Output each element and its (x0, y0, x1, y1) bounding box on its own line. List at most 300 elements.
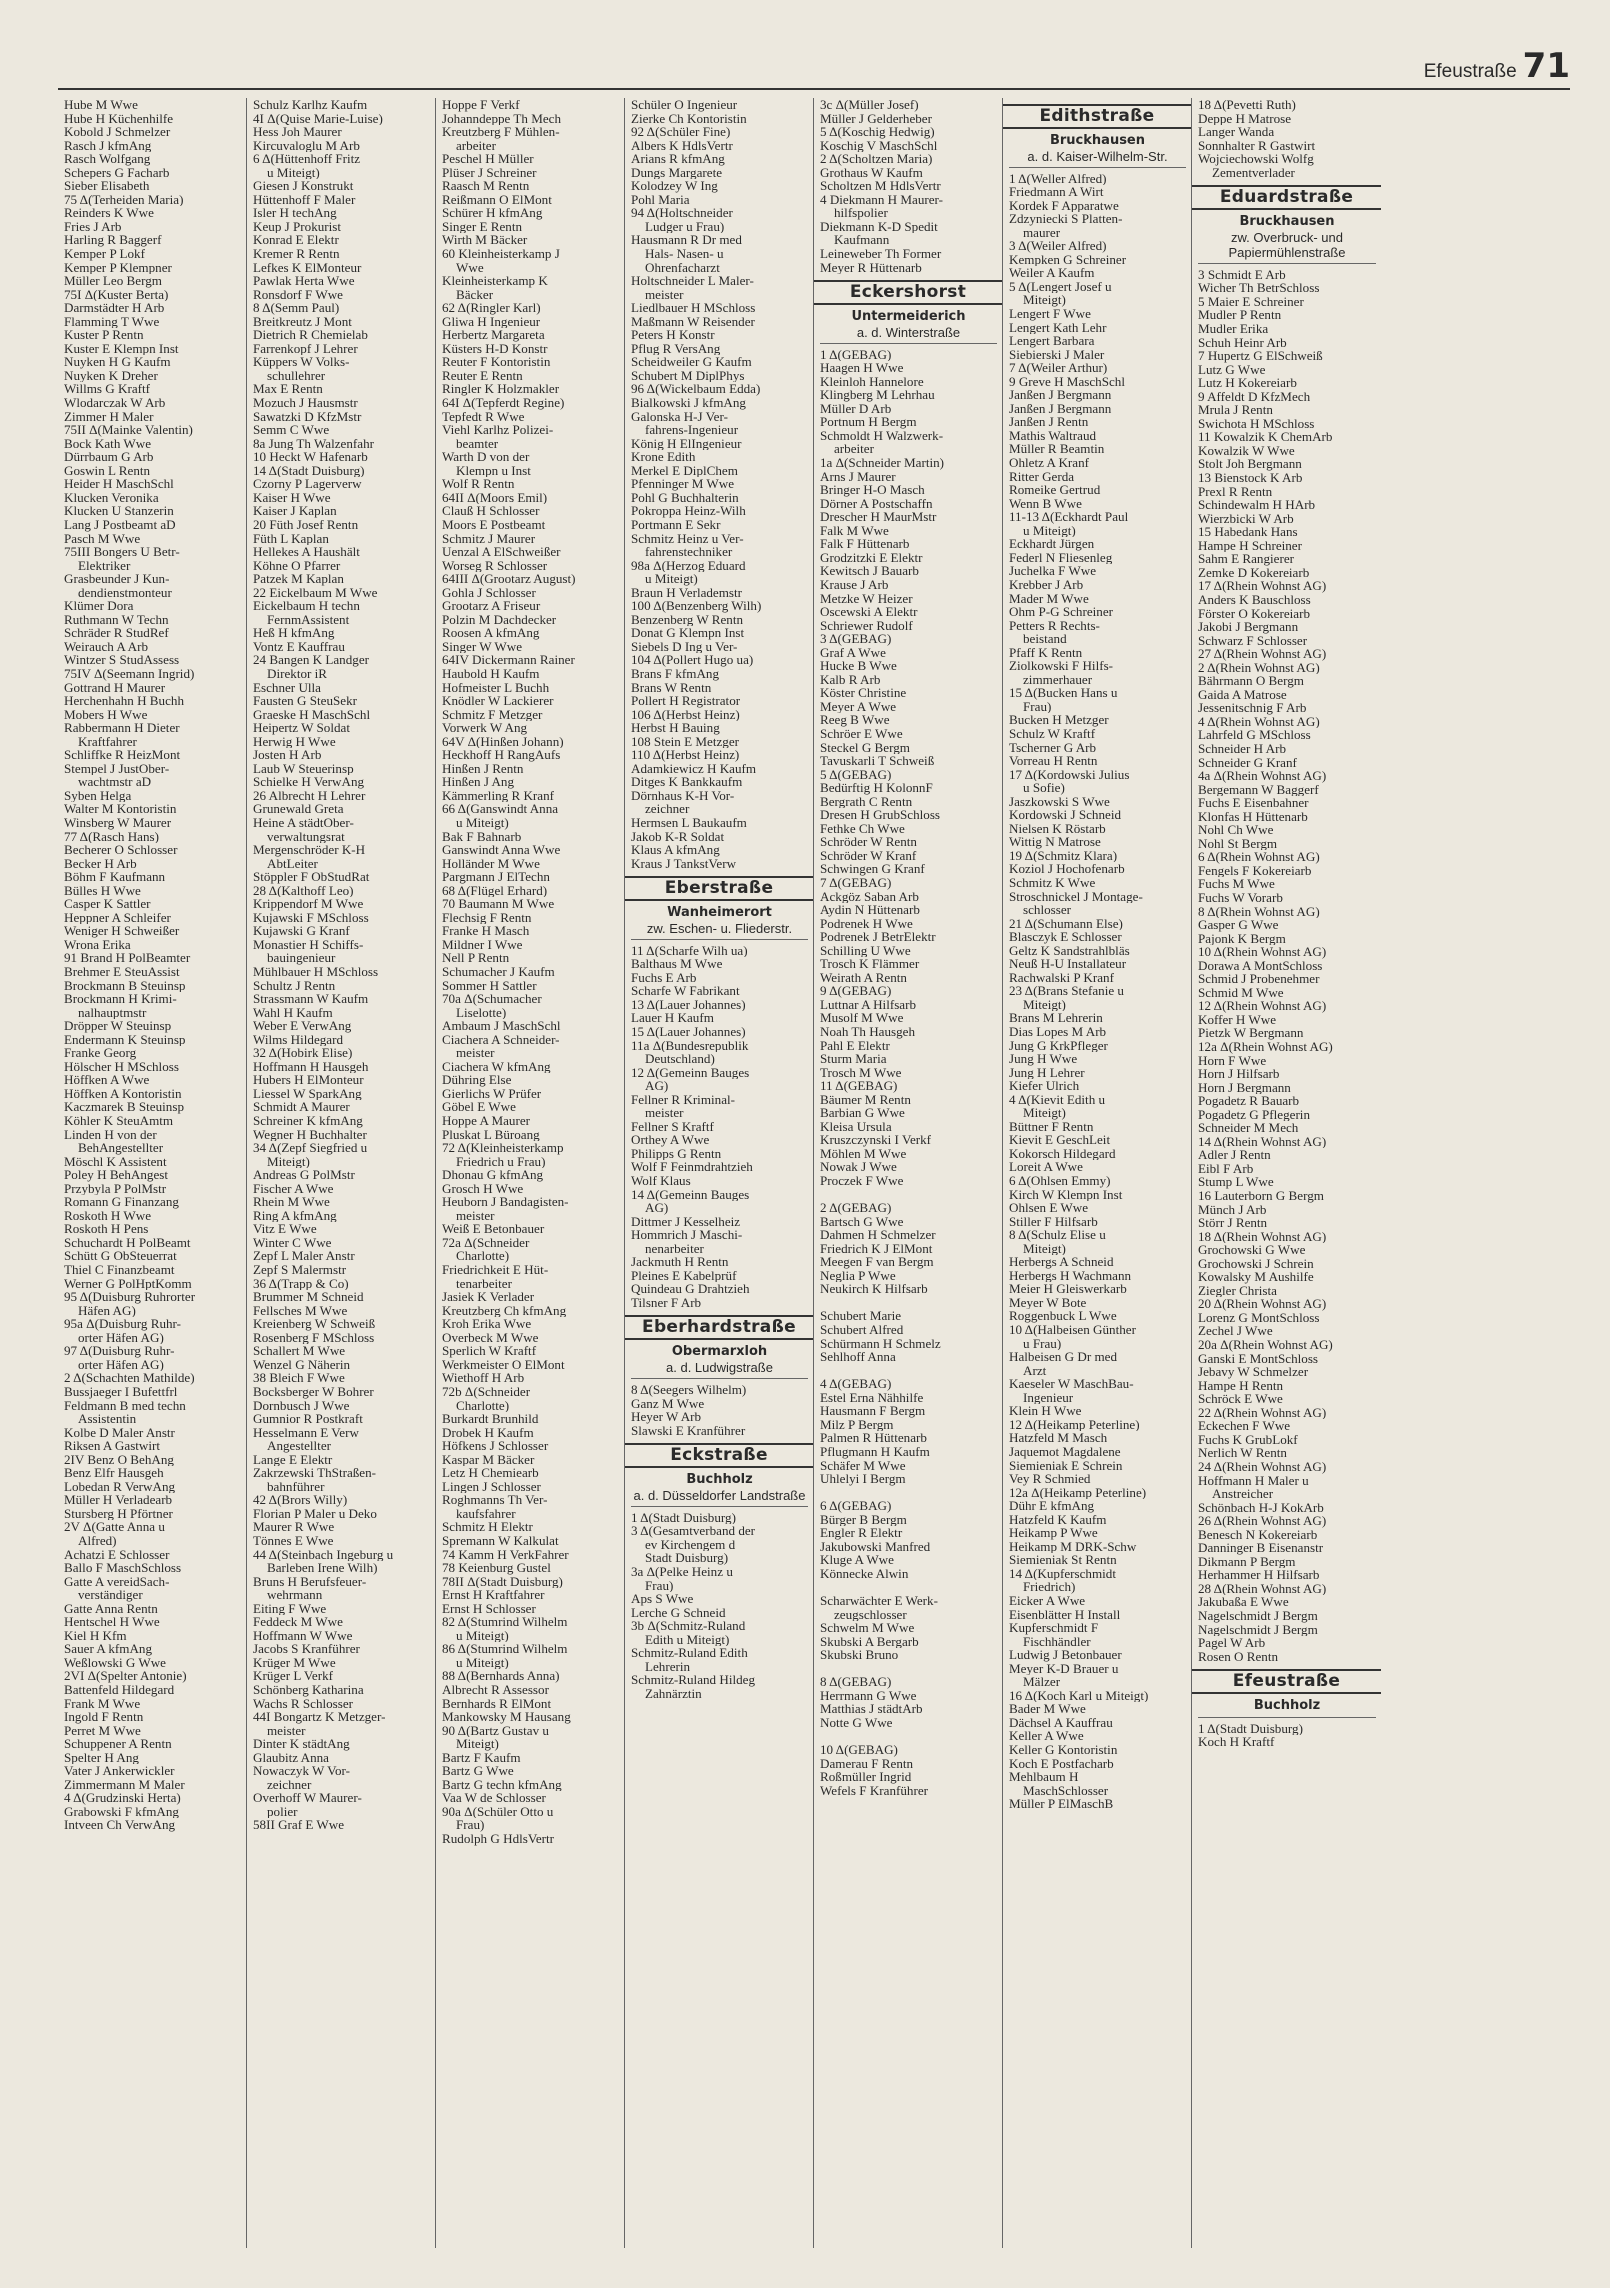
directory-entry: 64III Δ(Grootarz August) (442, 572, 576, 586)
district-name: Buchholz (1253, 1697, 1321, 1713)
directory-entry: Reißmann O ElMont (442, 192, 552, 207)
directory-entry: 64IV Dickermann Rainer (442, 653, 575, 667)
directory-entry: Janßen J Bergmann (1009, 388, 1112, 402)
directory-entry: orter Häfen AG) (78, 1330, 164, 1345)
directory-entry: Klümer Dora (64, 599, 134, 613)
directory-entry: Wenn B Wwe (1009, 496, 1082, 511)
directory-entry: Stroschnickel J Montage- (1009, 889, 1143, 904)
directory-entry: Deutschland) (645, 1052, 715, 1066)
directory-entry: Metzke W Heizer (820, 591, 913, 606)
directory-entry: Bucken H Metzger (1009, 713, 1109, 727)
directory-entry: Siebierski J Maler (1009, 347, 1105, 362)
directory-entry: König H ElIngenieur (631, 436, 742, 451)
directory-entry: Pluskat L Büroang (442, 1127, 540, 1142)
directory-entry: Bährmann O Bergm (1198, 674, 1304, 688)
directory-entry: Schwelm M Wwe (820, 1621, 915, 1635)
directory-entry: Hellekes A Haushält (253, 545, 360, 559)
directory-entry: Lengert Kath Lehr (1009, 320, 1107, 335)
directory-entry: Falk F Hüttenarb (820, 537, 910, 551)
directory-entry: 13 Bienstock K Arb (1198, 471, 1303, 485)
directory-entry: Schröck E Wwe (1198, 1392, 1283, 1406)
directory-entry: Benesch N Kokereiarb (1198, 1527, 1318, 1542)
directory-entry: Meyer A Wwe (820, 699, 897, 714)
directory-entry: Schönberg Katharina (253, 1682, 364, 1697)
directory-entry: Bader M Wwe (1009, 1702, 1086, 1716)
directory-entry: Fries J Arb (64, 219, 122, 234)
directory-entry: Meyer K-D Brauer u (1009, 1661, 1119, 1676)
directory-entry: Hentschel H Wwe (64, 1615, 160, 1629)
directory-entry: Frau) (456, 1818, 485, 1832)
directory-entry: Neukirch K Hilfsarb (820, 1282, 928, 1296)
directory-entry: Klaus A kfmAng (631, 843, 720, 857)
directory-entry: Köhler K SteuAmtm (64, 1114, 174, 1128)
directory-entry: 108 Stein E Metzger (631, 734, 739, 749)
directory-entry: 12a Δ(Heikamp Peterline) (1009, 1485, 1147, 1500)
directory-entry: Roskoth H Pens (64, 1222, 149, 1236)
directory-entry: Lengert F Wwe (1009, 307, 1091, 321)
directory-entry: Petters R Rechts- (1009, 618, 1100, 633)
directory-entry: Skubski A Bergarb (820, 1634, 919, 1649)
directory-entry: Füth L Kaplan (253, 531, 329, 546)
directory-entry: nenarbeiter (645, 1241, 704, 1256)
directory-entry: Hube H Küchenhilfe (64, 111, 174, 126)
directory-entry: Casper K Sattler (64, 897, 151, 911)
directory-entry: 1 Δ(Weller Alfred) (1009, 171, 1107, 186)
directory-entry: 104 Δ(Pollert Hugo ua) (631, 653, 754, 667)
directory-entry: Keller A Wwe (1009, 1729, 1084, 1743)
directory-entry: Loreit A Wwe (1009, 1160, 1083, 1175)
directory-entry: Wilms Hildegard (253, 1032, 344, 1047)
directory-entry: Trosch K Flämmer (820, 957, 920, 971)
directory-entry: 72b Δ(Schneider (442, 1384, 531, 1399)
directory-entry: Rhein M Wwe (253, 1195, 330, 1209)
directory-entry: Böhm F Kaufmann (64, 870, 166, 884)
directory-entry: Matthias J städtArb (820, 1702, 923, 1716)
directory-entry: Fengels F Kokereiarb (1198, 863, 1312, 878)
directory-entry: Wierzbicki W Arb (1198, 511, 1294, 526)
directory-entry: Kowalsky M Aushilfe (1198, 1270, 1314, 1284)
directory-entry: Miteigt) (1023, 293, 1066, 308)
directory-entry: Höfkens J Schlosser (442, 1439, 549, 1453)
directory-entry: Ernst H Kraftfahrer (442, 1588, 545, 1602)
directory-entry: Köhne O Pfarrer (253, 558, 341, 573)
directory-entry: Kuster P Rentn (64, 328, 144, 342)
directory-column (436, 98, 625, 2248)
directory-entry: Weiß E Betonbauer (442, 1222, 545, 1236)
directory-entry: Miteigt) (456, 1737, 499, 1751)
directory-entry: Schmid M Wwe (1198, 985, 1284, 1000)
directory-entry: Rosenberg F MSchloss (253, 1330, 375, 1345)
directory-entry: Schmidt A Maurer (253, 1100, 350, 1115)
directory-entry: 66 Δ(Ganswindt Anna (442, 802, 559, 816)
directory-entry: Kreutzberg Ch kfmAng (442, 1303, 567, 1318)
directory-entry: 11-13 Δ(Eckhardt Paul (1009, 510, 1129, 524)
directory-entry: Overhoff W Maurer- (253, 1791, 362, 1805)
directory-entry: Willms G Kraftf (64, 382, 151, 397)
directory-entry: Schriewer Rudolf (820, 618, 913, 633)
directory-entry: Mühlbauer H MSchloss (253, 965, 379, 979)
directory-entry: Leineweber Th Former (820, 247, 942, 261)
directory-entry: Tavuskarli T Schweiß (820, 754, 935, 768)
directory-entry: 18 Δ(Pevetti Ruth) (1198, 98, 1296, 112)
directory-entry: fahrenstechniker (645, 545, 733, 559)
directory-entry: Horn J Bergmann (1198, 1080, 1291, 1095)
directory-entry: Dörnhaus K-H Vor- (631, 788, 735, 803)
directory-entry: Ganski E MontSchloss (1198, 1351, 1319, 1366)
directory-entry: Klucken U Stanzerin (64, 504, 174, 518)
directory-entry: Lahrfeld G MSchloss (1198, 728, 1311, 742)
directory-entry: Störr J Rentn (1198, 1216, 1268, 1230)
directory-entry: 9 Affeldt D KfzMech (1198, 389, 1311, 404)
directory-entry: Franke H Masch (442, 924, 530, 938)
district-name: Buchholz (686, 1471, 753, 1487)
directory-entry: 6 Δ(Ohlsen Emmy) (1009, 1174, 1111, 1188)
directory-entry: Albers K HdlsVertr (631, 138, 733, 153)
directory-entry: Palmen R Hüttenarb (820, 1431, 927, 1445)
directory-entry: Barleben Irene Wilh) (267, 1561, 378, 1575)
directory-entry: Josten H Arb (253, 748, 322, 762)
directory-entry: Walter M Kontoristin (64, 802, 177, 816)
directory-entry: Uhlelyi I Bergm (820, 1472, 906, 1486)
district-name: Untermeiderich (851, 308, 966, 324)
directory-entry: 12 Δ(Gemeinn Bauges (631, 1065, 750, 1080)
directory-entry: Perret M Wwe (64, 1723, 141, 1738)
directory-entry: Lerche G Schneid (631, 1605, 726, 1620)
directory-entry: u Frau) (1023, 1336, 1062, 1351)
directory-entry: Elektriker (78, 558, 131, 573)
directory-entry: Bergemann W Baggerf (1198, 782, 1319, 797)
directory-entry: Stiller F Hilfsarb (1009, 1214, 1098, 1229)
directory-entry: dendienstmonteur (78, 585, 172, 600)
directory-entry: Vontz E Kauffrau (253, 639, 345, 654)
directory-entry: Trosch M Wwe (820, 1065, 902, 1080)
directory-entry: Arzt (1023, 1363, 1047, 1378)
directory-entry: Schumacher J Kaufm (442, 965, 555, 979)
directory-entry: Fuchs W Vorarb (1198, 890, 1283, 905)
directory-entry: Sawatzki D KfzMstr (253, 409, 362, 424)
directory-entry: Semm C Wwe (253, 423, 330, 437)
directory-entry: Jakubaßa E Wwe (1198, 1595, 1289, 1609)
directory-entry: 7 Δ(Weiler Arthur) (1009, 361, 1108, 375)
directory-entry: Florian P Maler u Deko (253, 1506, 377, 1521)
directory-entry: Sehlhoff Anna (820, 1350, 896, 1364)
directory-entry: Schallert M Wwe (253, 1344, 346, 1358)
directory-entry: Pohl G Buchhalterin (631, 490, 739, 505)
directory-entry: Kaspar M Bäcker (442, 1452, 535, 1467)
directory-entry: Lefkes K ElMonteur (253, 260, 362, 275)
directory-entry: Halbeisen G Dr med (1009, 1350, 1117, 1364)
directory-entry: Ambaum J MaschSchl (442, 1019, 561, 1033)
directory-entry: Wenzel G Näherin (253, 1357, 351, 1372)
directory-entry: Schürmann H Schmelz (820, 1336, 941, 1351)
directory-entry: Pagel W Arb (1198, 1636, 1266, 1650)
directory-entry: Ronsdorf F Wwe (253, 287, 343, 302)
district-name: Obermarxloh (671, 1344, 768, 1360)
directory-entry: Kremer R Rentn (253, 247, 340, 261)
directory-entry: 75III Bongers U Betr- (64, 545, 180, 559)
directory-entry: Hölscher H MSchloss (64, 1059, 179, 1074)
street-location: zw. Eschen- u. Fliederstr. (631, 921, 808, 940)
directory-entry: Koffer H Wwe (1198, 1012, 1277, 1027)
directory-entry: Dittmer J Kesselheiz (631, 1214, 741, 1229)
directory-entry: Max E Rentn (253, 382, 323, 397)
directory-entry: 70 Baumann M Wwe (442, 897, 555, 911)
directory-entry: Stempel J JustOber- (64, 761, 170, 776)
directory-entry: Hube M Wwe (64, 98, 138, 112)
directory-entry: Schubert Marie (820, 1309, 902, 1324)
directory-entry: Estel Erna Nähhilfe (820, 1390, 924, 1405)
directory-entry: 28 Δ(Kalthoff Leo) (253, 883, 354, 898)
directory-entry: Mudler P Rentn (1198, 308, 1282, 323)
directory-entry: Friedrich K J ElMont (820, 1241, 933, 1256)
directory-entry: Kleisa Ursula (820, 1119, 892, 1134)
directory-entry: Arns J Maurer (820, 469, 896, 484)
directory-entry: Vaa W de Schlosser (442, 1791, 546, 1805)
directory-entry: Rudolph G HdlsVertr (442, 1832, 555, 1846)
directory-entry: Mälzer (1023, 1675, 1061, 1689)
directory-entry: 44I Bongartz K Metzger- (253, 1710, 386, 1724)
directory-entry: Singer E Rentn (442, 219, 523, 234)
directory-entry: Hinßen J Rentn (442, 761, 524, 776)
directory-entry: Scholtzen M HdlsVertr (820, 179, 941, 193)
directory-entry: Rabbermann H Dieter (64, 721, 180, 735)
directory-entry: 8a Jung Th Walzenfahr (253, 436, 374, 451)
directory-entry: Portmann E Sekr (631, 517, 721, 532)
directory-entry: 9 Greve H MaschSchl (1009, 374, 1125, 389)
directory-entry: Krebber J Arb (1009, 577, 1084, 592)
directory-entry: Schuppener A Rentn (64, 1737, 172, 1751)
directory-entry: Viehl Karlhz Polizei- (442, 423, 554, 437)
directory-entry: Harling R Baggerf (64, 233, 162, 248)
street-location: a. d. Winterstraße (820, 325, 997, 344)
directory-entry: Feddeck M Wwe (253, 1615, 343, 1629)
directory-entry: 75II Δ(Mainke Valentin) (64, 423, 193, 437)
directory-entry: Kaczmarek B Steuinsp (64, 1100, 184, 1115)
directory-entry: Schneider H Arb (1198, 741, 1286, 756)
directory-entry: Schmitz J Maurer (442, 531, 536, 546)
directory-entry: Laub W Steuerinsp (253, 761, 354, 776)
directory-entry: Miteigt) (1023, 1241, 1066, 1256)
directory-entry: 28 Δ(Rhein Wohnst AG) (1198, 1581, 1327, 1596)
directory-entry: 12 Δ(Heikamp Peterline) (1009, 1417, 1140, 1432)
directory-entry: 1a Δ(Schneider Martin) (820, 456, 945, 470)
directory-entry: Bürger B Bergm (820, 1512, 907, 1527)
directory-entry: 77 Δ(Rasch Hans) (64, 829, 159, 844)
directory-entry: Isler H techAng (253, 206, 337, 220)
directory-entry: Gumnior R Postkraft (253, 1412, 363, 1426)
directory-column (1192, 98, 1381, 2248)
directory-entry: 3a Δ(Pelke Heinz u (631, 1564, 733, 1579)
directory-entry: Arians R kfmAng (631, 152, 725, 166)
directory-entry (820, 1662, 997, 1676)
directory-entry: Kreutzberg F Mühlen- (442, 125, 560, 139)
directory-entry: arbeiter (456, 138, 496, 153)
directory-entry: Schuh Heinr Arb (1198, 335, 1287, 350)
directory-entry: 74 Kamm H VerkFahrer (442, 1547, 569, 1562)
directory-entry: Weirath A Rentn (820, 970, 907, 985)
directory-entry: Fausten G SteuSekr (253, 694, 358, 708)
directory-entry: 2 Δ(Schachten Mathilde) (64, 1371, 195, 1385)
directory-entry: Tscherner G Arb (1009, 740, 1097, 755)
directory-entry: Heikamp M DRK-Schw (1009, 1539, 1137, 1554)
directory-entry: Kuster E Klempn Inst (64, 341, 179, 356)
directory-entry: Schwarz F Schlosser (1198, 633, 1308, 648)
directory-entry: Könnecke Alwin (820, 1566, 909, 1581)
directory-entry: Vorwerk W Ang (442, 721, 528, 735)
directory-entry: Anders K Bauschloss (1198, 592, 1311, 607)
directory-entry: Kievit E GeschLeit (1009, 1133, 1111, 1147)
directory-entry: 5 Δ(GEBAG) (820, 767, 892, 782)
directory-entry: wachtmstr aD (78, 775, 152, 789)
directory-entry: Kujawski F MSchloss (253, 910, 369, 925)
directory-entry: schullehrer (267, 368, 326, 383)
directory-entry: Koch H Kraftf (1198, 1735, 1275, 1749)
directory-entry: Mozuch J Hausmstr (253, 396, 358, 410)
directory-entry: Münch J Arb (1198, 1202, 1267, 1217)
directory-entry: Schreiner K kfmAng (253, 1114, 363, 1128)
directory-entry: Kowalzik W Wwe (1198, 443, 1295, 458)
directory-entry: Nagelschmidt J Bergm (1198, 1622, 1318, 1637)
directory-entry: Gasper G Wwe (1198, 918, 1279, 932)
directory-entry: Stursberg H Pförtner (64, 1506, 173, 1521)
directory-entry: Becherer O Schlosser (64, 843, 178, 857)
directory-entry: Jakob K-R Soldat (631, 829, 725, 844)
directory-entry: maurer (1023, 225, 1061, 240)
directory-entry: Eiting F Wwe (253, 1601, 327, 1616)
directory-entry: Frank M Wwe (64, 1696, 141, 1711)
directory-entry: Ingenieur (1023, 1390, 1074, 1405)
directory-entry: Schmitz-Ruland Hildeg (631, 1673, 756, 1687)
directory-entry: 3 Schmidt E Arb (1198, 267, 1286, 282)
directory-entry: Czorny P Lagerverw (253, 477, 362, 491)
directory-entry: 75I Δ(Kuster Berta) (64, 287, 169, 302)
directory-entry: 15 Δ(Bucken Hans u (1009, 686, 1118, 700)
directory-entry: Mehlbaum H (1009, 1770, 1079, 1784)
directory-entry: Mader M Wwe (1009, 591, 1089, 606)
directory-entry: Tilsner F Arb (631, 1295, 702, 1310)
directory-entry: Ritter Gerda (1009, 469, 1075, 484)
directory-entry: 6 Δ(Rhein Wohnst AG) (1198, 850, 1320, 864)
directory-entry: Wittig N Matrose (1009, 835, 1101, 849)
directory-entry: Horn J Hilfsarb (1198, 1067, 1280, 1081)
directory-entry: Schwingen G Kranf (820, 862, 925, 876)
directory-entry: Kaufmann (834, 233, 890, 248)
directory-entry: Gierlichs W Prüfer (442, 1086, 542, 1101)
directory-entry: Peters H Konstr (631, 328, 715, 342)
directory-entry: Spremann W Kalkulat (442, 1533, 559, 1548)
directory-entry (820, 1364, 997, 1378)
directory-entry: 19 Δ(Schmitz Klara) (1009, 848, 1118, 863)
directory-entry: 72 Δ(Kleinheisterkamp (442, 1141, 564, 1155)
directory-entry: 15 Habedank Hans (1198, 525, 1298, 539)
directory-entry: 2V Δ(Gatte Anna u (64, 1520, 165, 1534)
directory-entry: Lengert Barbara (1009, 334, 1095, 348)
directory-entry: Hampe H Schreiner (1198, 538, 1302, 553)
street-heading: Eduardstraße (1192, 185, 1381, 210)
directory-entry: Wolf F Feinmdrahtzieh (631, 1160, 753, 1175)
directory-entry: Schröer E Wwe (820, 726, 903, 741)
directory-entry: Brockmann H Krimi- (64, 992, 177, 1006)
directory-entry: Graf A Wwe (820, 645, 886, 660)
directory-entry: Eicker A Wwe (1009, 1593, 1086, 1608)
directory-entry: Hoffmann W Wwe (253, 1628, 353, 1643)
directory-entry: Herbst H Bauing (631, 721, 720, 735)
directory-entry: 14 Δ(Kupferschmidt (1009, 1566, 1116, 1581)
directory-entry: Schubert Alfred (820, 1323, 904, 1337)
directory-entry: 64V Δ(Hinßen Johann) (442, 734, 564, 749)
directory-entry: Kokorsch Hildegard (1009, 1146, 1116, 1161)
directory-entry: Maurer R Wwe (253, 1520, 335, 1534)
directory-entry: Tepfedt R Wwe (442, 409, 525, 424)
directory-entry: Brummer M Schneid (253, 1290, 364, 1304)
directory-entry: Keller G Kontoristin (1009, 1742, 1118, 1757)
directory-entry: Horn F Wwe (1198, 1053, 1267, 1068)
directory-entry: Noah Th Hausgeh (820, 1025, 916, 1039)
directory-entry: 2IV Benz O BehAng (64, 1452, 174, 1467)
directory-entry: Stump L Wwe (1198, 1175, 1274, 1190)
directory-entry: 17 Δ(Rhein Wohnst AG) (1198, 579, 1327, 593)
directory-entry: Wiethoff H Arb (442, 1371, 525, 1385)
directory-entry: Keup J Prokurist (253, 219, 342, 234)
directory-entry: Janßen J Rentn (1009, 415, 1089, 429)
directory-entry: Fuchs K GrubLokf (1198, 1432, 1298, 1447)
directory-entry: Pollert H Registrator (631, 694, 741, 708)
directory-entry: Ohrenfacharzt (645, 260, 720, 275)
directory-entry: Eickelbaum H techn (253, 599, 360, 613)
directory-entry: 5 Maier E Schreiner (1198, 294, 1304, 309)
directory-entry: arbeiter (834, 442, 874, 457)
directory-entry: Worseg R Schlosser (442, 558, 548, 573)
directory-entry: Flamming T Wwe (64, 314, 160, 329)
directory-entry: Weber E VerwAng (253, 1019, 352, 1033)
directory-entry: Hucke B Wwe (820, 659, 897, 673)
directory-entry: schlosser (1023, 903, 1072, 917)
directory-entry: Kupferschmidt F (1009, 1621, 1099, 1635)
directory-entry: Klempn u Inst (456, 463, 531, 478)
directory-entry: Gohla J Schlosser (442, 585, 536, 600)
directory-column (814, 98, 1003, 2248)
directory-entry: Nagelschmidt J Bergm (1198, 1608, 1318, 1623)
directory-entry: 20 Δ(Rhein Wohnst AG) (1198, 1297, 1327, 1311)
directory-entry (820, 1580, 997, 1594)
directory-entry: Vater J Ankerwickler (64, 1764, 175, 1778)
directory-entry: Vorreau H Rentn (1009, 754, 1098, 768)
directory-entry: Dornbusch J Wwe (253, 1398, 350, 1413)
directory-entry: Klingberg M Lehrhau (820, 388, 935, 402)
directory-entry: Sturm Maria (820, 1052, 887, 1066)
directory-entry: Dühr E kfmAng (1009, 1499, 1095, 1513)
directory-entry: Charlotte) (456, 1398, 510, 1413)
directory-entry: Eisenblätter H Install (1009, 1607, 1121, 1622)
directory-entry: tenarbeiter (456, 1276, 512, 1291)
district-name: Bruckhausen (1049, 132, 1146, 148)
directory-entry: 8 Δ(Seegers Wilhelm) (631, 1383, 747, 1397)
directory-entry (820, 1296, 997, 1310)
directory-entry: Adler J Rentn (1198, 1148, 1271, 1162)
directory-entry: Pargmann J ElTechn (442, 870, 550, 884)
directory-entry: 8 Δ(Schulz Elise u (1009, 1228, 1106, 1242)
directory-entry: 78II Δ(Stadt Duisburg) (442, 1574, 563, 1589)
directory-entry: hilfspolier (834, 206, 888, 220)
directory-entry: Jaszkowski S Wwe (1009, 794, 1110, 809)
directory-entry: Herbergs H Wachmann (1009, 1268, 1132, 1283)
directory-entry: u Miteigt) (456, 815, 509, 830)
directory-entry: 26 Albrecht H Lehrer (253, 788, 366, 803)
directory-entry: Fellner R Kriminal- (631, 1092, 736, 1107)
directory-entry: Albrecht R Assessor (442, 1682, 549, 1697)
directory-entry: Stöppler F ObStudRat (253, 870, 370, 884)
directory-entry: Eckechen F Wwe (1198, 1419, 1291, 1433)
